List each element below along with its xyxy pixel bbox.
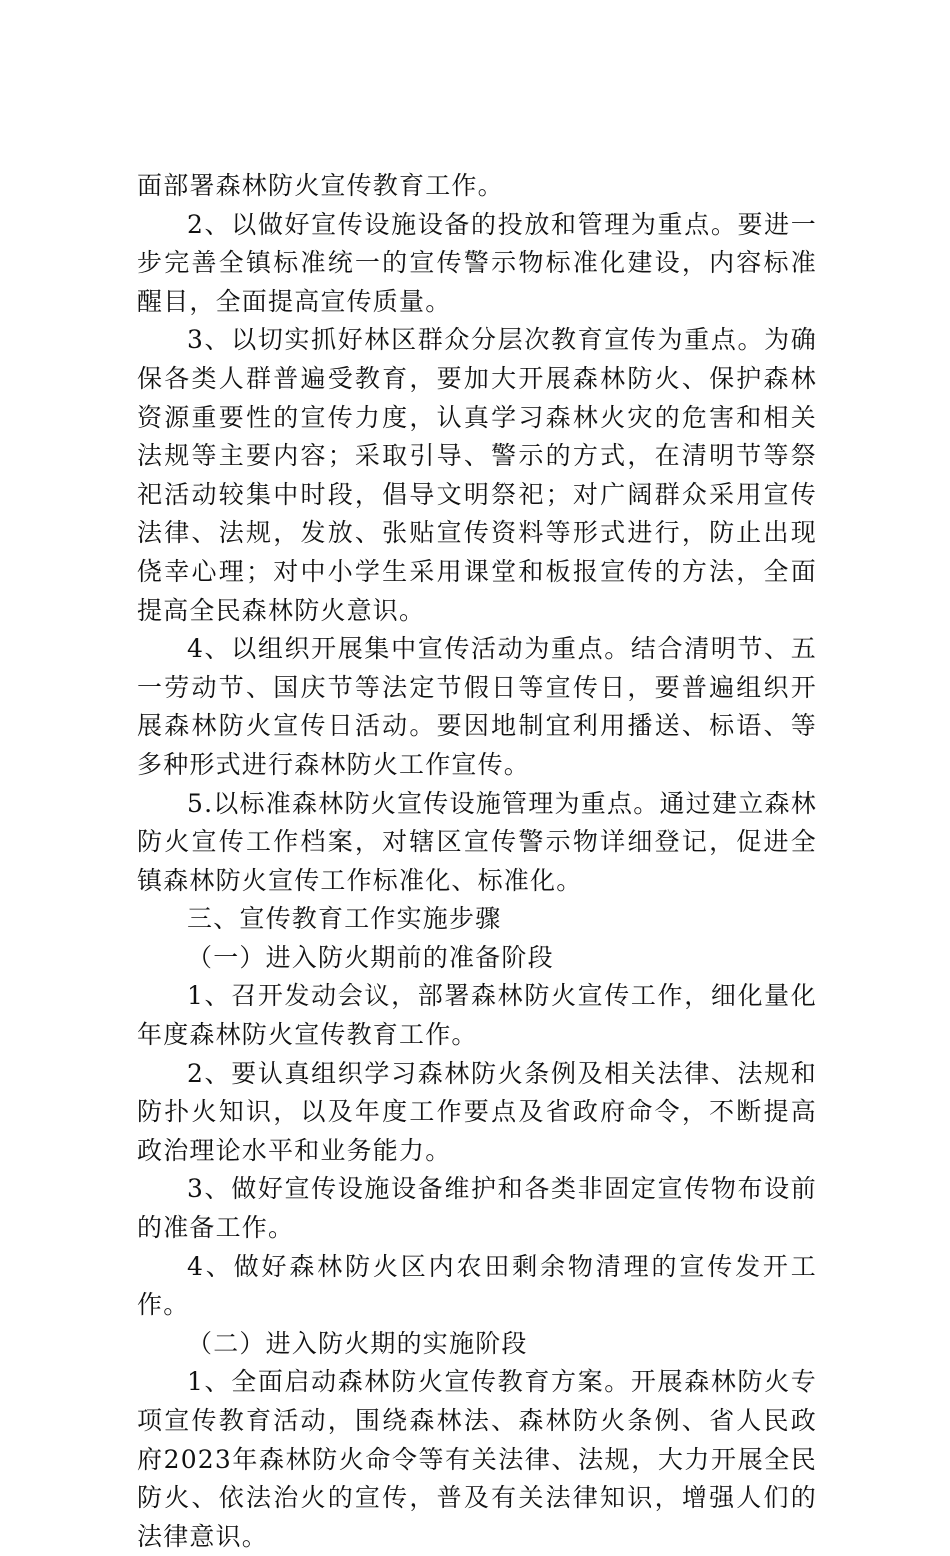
section-heading: 三、宣传教育工作实施步骤 xyxy=(187,904,502,934)
paragraph-item-4: 4、以组织开展集中宣传活动为重点。结合清明节、五一劳动节、国庆节等法定节假日等宣传日，要普遍组织开展森林防火宣传日活动。要因地制宜利用播送、标语、等多种形式进行森林防火工作宣传。 xyxy=(137,634,817,779)
step-1-paragraph: 1、召开发动会议，部署森林防火宣传工作，细化量化年度森林防火宣传教育工作。 xyxy=(137,981,817,1050)
document-body xyxy=(137,167,817,1556)
subsection-heading-1: （一）进入防火期前的准备阶段 xyxy=(187,942,554,972)
paragraph-item-2: 2、以做好宣传设施设备的投放和管理为重点。要进一步完善全镇标准统一的宣传警示物标准化建设，内容标准醒目，全面提高宣传质量。 xyxy=(137,209,817,316)
paragraph-item-3: 3、以切实抓好林区群众分层次教育宣传为重点。为确保各类人群普遍受教育，要加大开展森林防火、保护森林资源重要性的宣传力度，认真学习森林火灾的危害和相关法规等主要内容；采取引导、警示的方式，在清明节等祭祀活动较集中时段，倡导文明祭祀；对广阔群众采用宣传法律、法规，发放、张贴宣传资料等形式进行，防止出现侥幸心理；对中小学生采用课堂和板报宣传的方法，全面提高全民森林防火意识。 xyxy=(137,325,817,625)
step-4-paragraph: 4、做好森林防火区内农田剩余物清理的宣传发开工作。 xyxy=(137,1251,817,1320)
paragraph-item-5: 5.以标准森林防火宣传设施管理为重点。通过建立森林防火宣传工作档案，对辖区宣传警示物详细登记，促进全镇森林防火宣传工作标准化、标准化。 xyxy=(137,788,817,895)
step-3-paragraph: 3、做好宣传设施设备维护和各类非固定宣传物布设前的准备工作。 xyxy=(137,1174,817,1243)
paragraph-continuation: 面部署森林防火宣传教育工作。 xyxy=(137,171,504,200)
step-2-paragraph: 2、要认真组织学习森林防火条例及相关法律、法规和防扑火知识，以及年度工作要点及省政府命令，不断提高政治理论水平和业务能力。 xyxy=(137,1058,817,1165)
subsection-heading-2: （二）进入防火期的实施阶段 xyxy=(187,1328,528,1358)
implementation-paragraph: 1、全面启动森林防火宣传教育方案。开展森林防火专项宣传教育活动，围绕森林法、森林防火条例、省人民政府2023年森林防火命令等有关法律、法规，大力开展全民防火、依法治火的宣传，普及有关法律知识，增强人们的法律意识。 xyxy=(137,1367,817,1551)
